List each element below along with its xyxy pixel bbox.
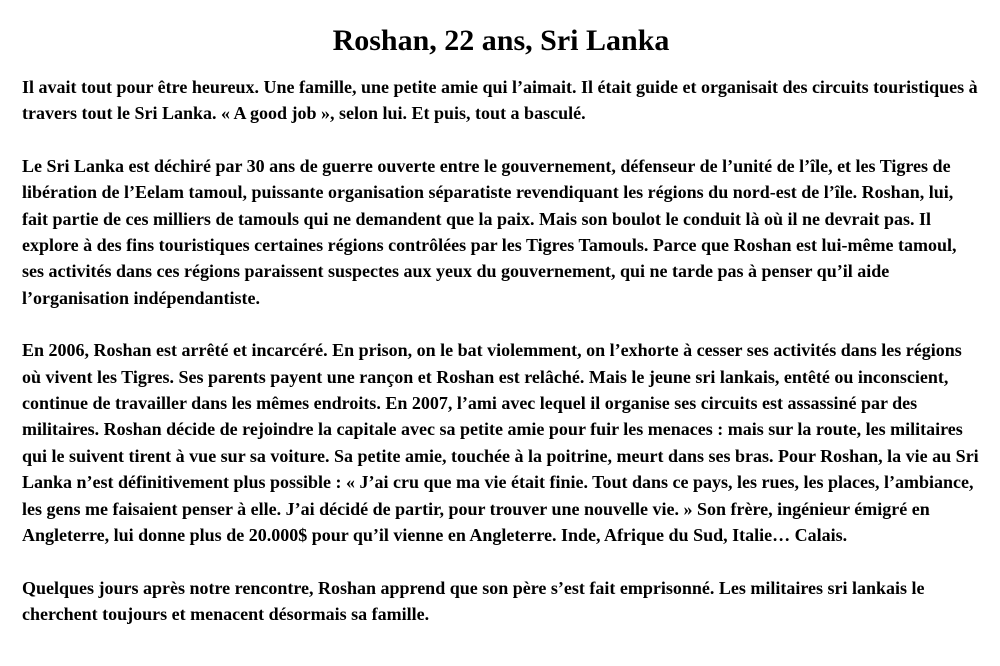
article-paragraph-3: En 2006, Roshan est arrêté et incarcéré. En prison, on le bat violemment, on l’exhorte à cesser ses activités dans les régions où vivent les Tigres. Ses parents payent une rançon et Roshan est relâché. Mais le jeune sri lankais, entêté ou inconscient, continue de travailler dans les mêmes endroits. En 2007, l’ami avec lequel il organise ses circuits est assassiné par des militaires. Roshan décide de rejoindre la capitale avec sa petite amie pour fuir les menaces : mais sur la route, les militaires qui le suivent tirent à vue sur sa voiture. Sa petite amie, touchée à la poitrine, meurt dans ses bras. Pour Roshan, la vie au Sri Lanka n’est définitivement plus possible : « J’ai cru que ma vie était finie. Tout dans ce pays, les rues, les places, l’ambiance, les gens me faisaient penser à elle. J’ai décidé de partir, pour trouver une nouvelle vie. » Son frère, ingénieur émigré en Angleterre, lui donne plus de 20.000$ pour qu’il vienne en Angleterre. Inde, Afrique du Sud, Italie… Calais. — [22, 340, 979, 546]
article-paragraph-4: Quelques jours après notre rencontre, Roshan apprend que son père s’est fait emprisonné. Les militaires sri lankais le cherchent toujours et menacent désormais sa famille. — [22, 577, 925, 624]
article — [22, 22, 980, 627]
article-paragraph-1: Il avait tout pour être heureux. Une famille, une petite amie qui l’aimait. Il était guide et organisait des circuits touristiques à travers tout le Sri Lanka. « A good job », selon lui. Et puis, tout a basculé. — [22, 77, 978, 124]
article-title: Roshan, 22 ans, Sri Lanka — [332, 24, 670, 57]
article-paragraph-2: Le Sri Lanka est déchiré par 30 ans de guerre ouverte entre le gouvernement, défenseur de l’unité de l’île, et les Tigres de libération de l’Eelam tamoul, puissante organisation séparatiste revendiquant les régions du nord-est de l’île. Roshan, lui, fait partie de ces milliers de tamouls qui ne demandent que la paix. Mais son boulot le conduit là où il ne devrait pas. Il explore à des fins touristiques certaines régions contrôlées par les Tigres Tamouls. Parce que Roshan est lui-même tamoul, ses activités dans ces régions paraissent suspectes aux yeux du gouvernement, qui ne tarde pas à penser qu’il aide l’organisation indépendantiste. — [22, 155, 957, 308]
